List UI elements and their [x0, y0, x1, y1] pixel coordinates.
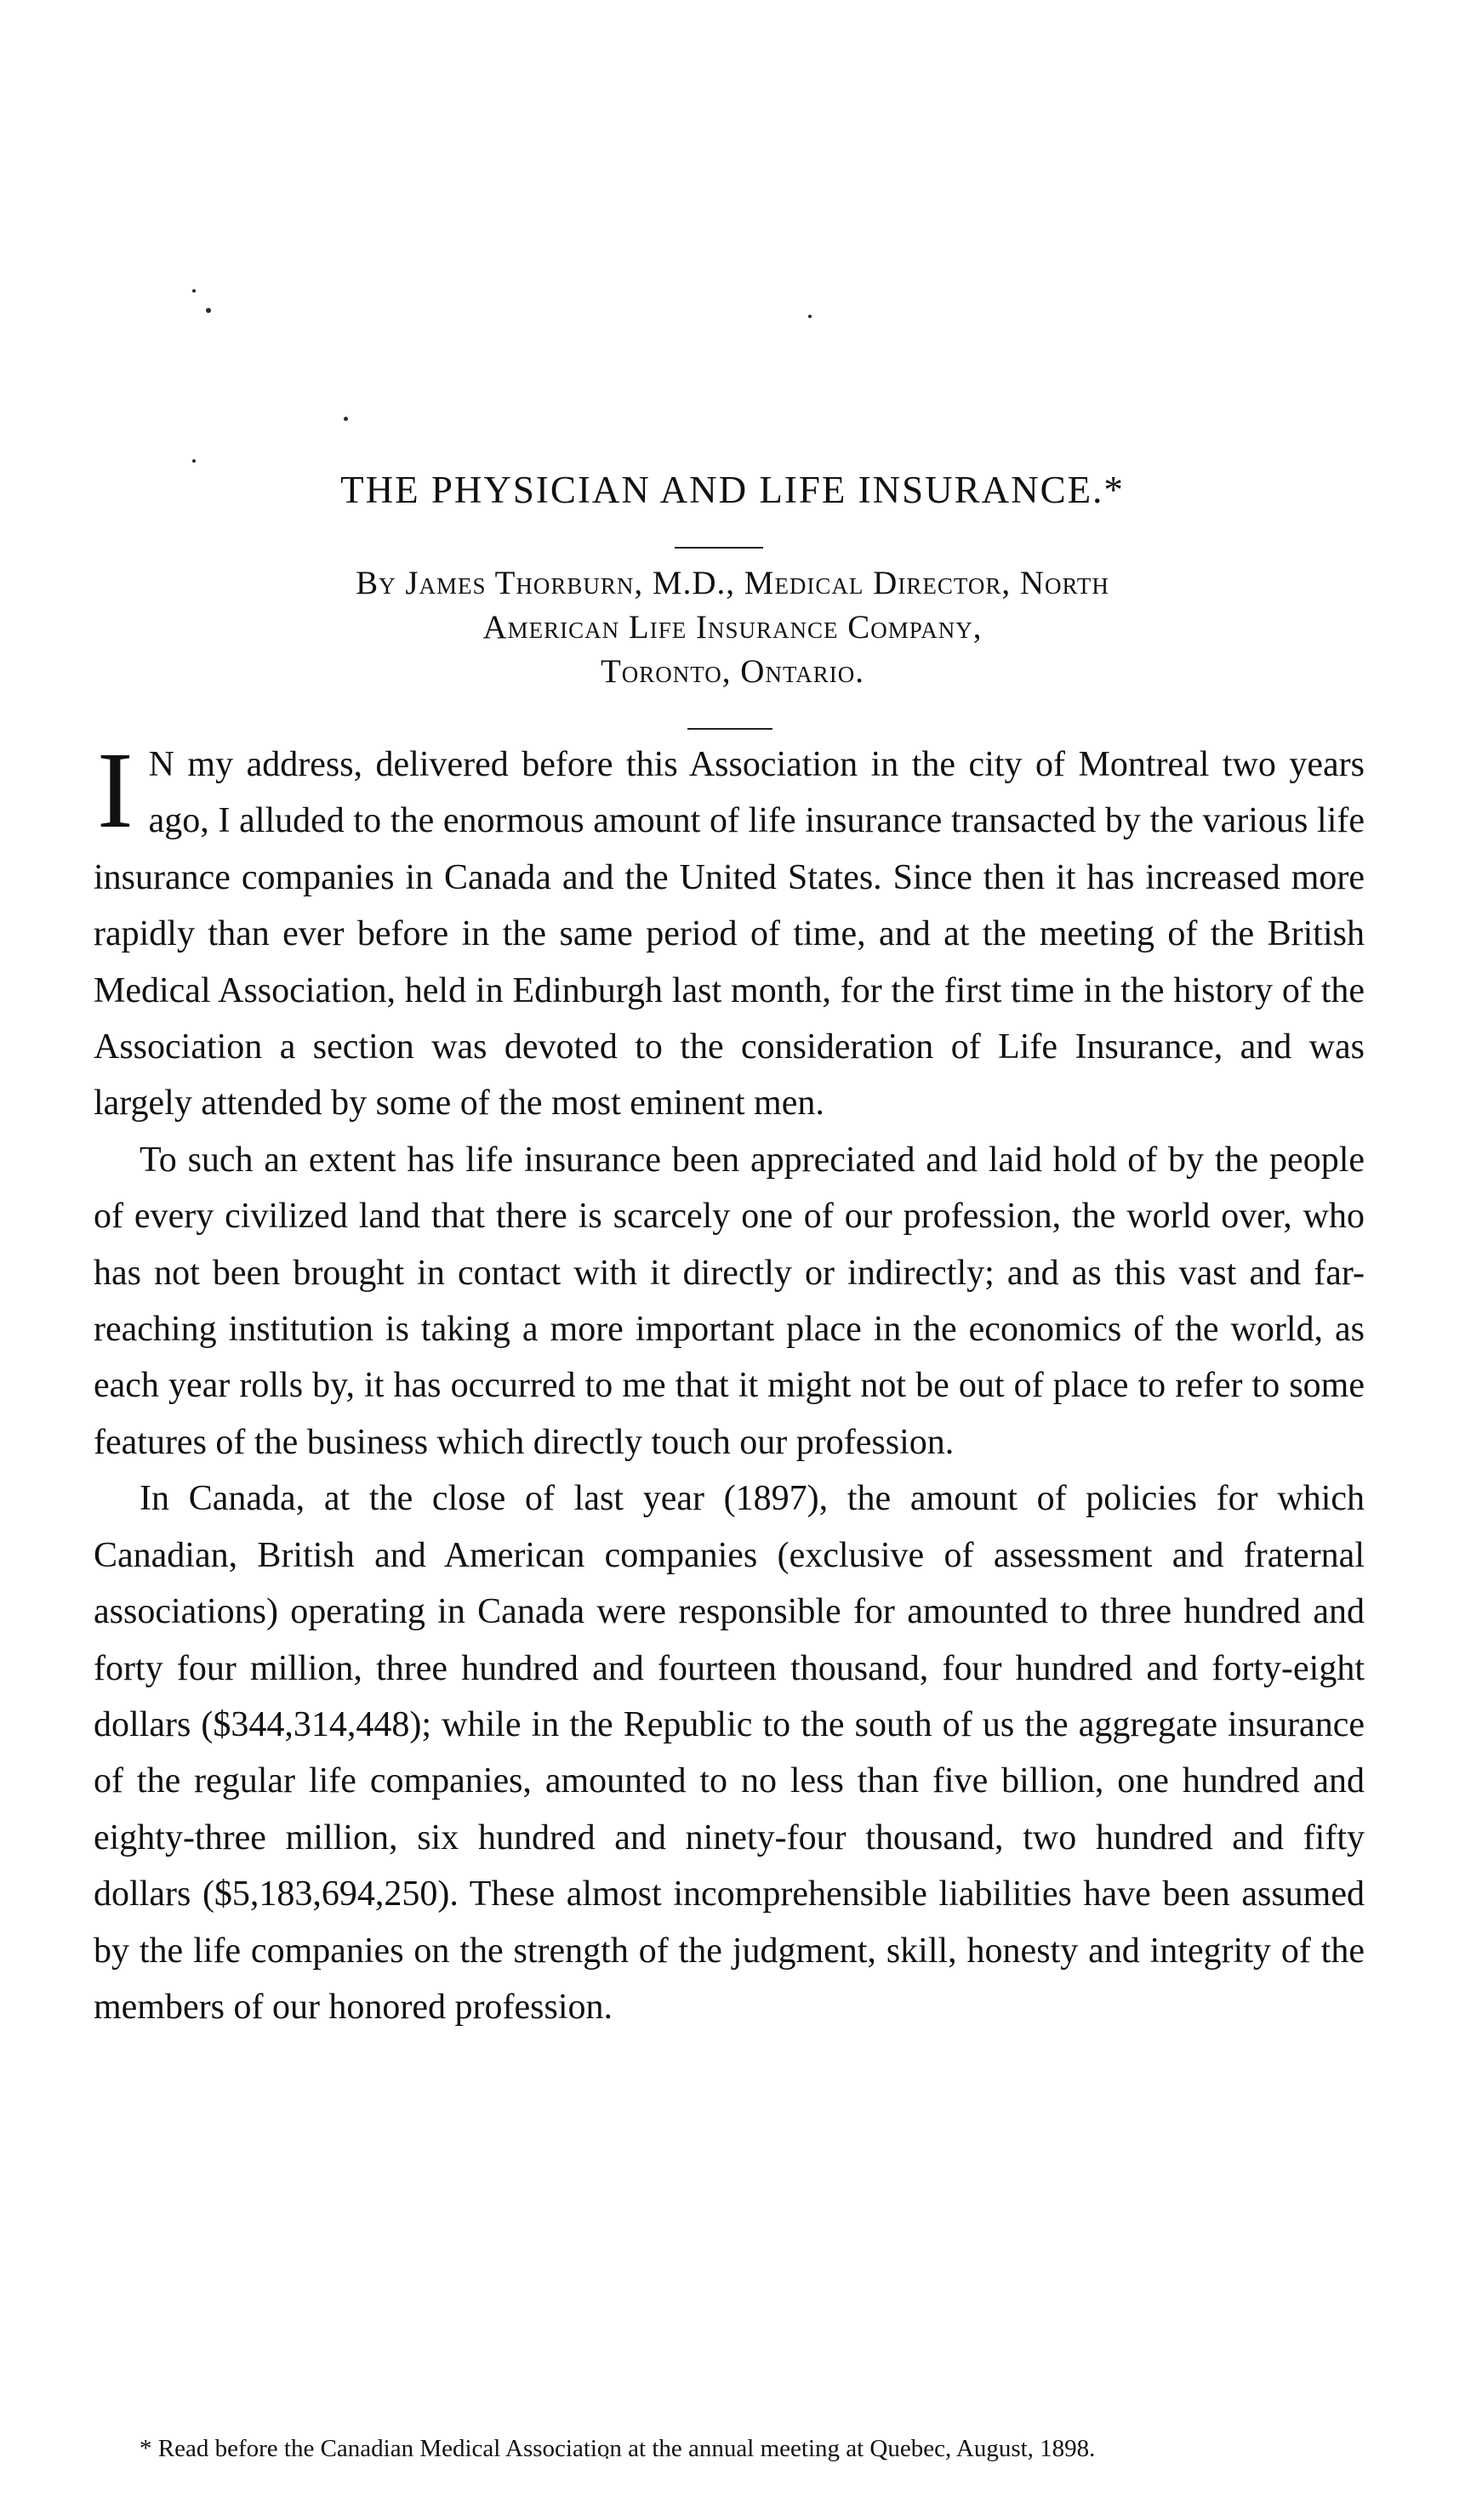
- paragraph: To such an extent has life insurance been appreciated and laid hold of by the people of every civilized land that there is scarcely one of our profession, the world over, who has not been brought in contact with it directly or indirectly; and as this vast and far-reaching institution is taking a more important place in the economics of the world, as each year rolls by, it has occurred to me that it might not be out of place to refer to some features of the business which directly touch our profession.: [94, 1140, 1365, 1462]
- scan-speck: [192, 459, 196, 463]
- paragraph: In Canada, at the close of last year (1897), the amount of policies for which Canadian, British and American companies (exclusive of assessment and fraternal associations) operating in Canada were responsible for amounted to three hundred and forty four million, three hundred and fourteen thousand, four hundred and forty-eight dollars ($344,314,448); while in the Republic to the south of us the aggregate insurance of the regular life companies, amounted to no less than five billion, one hundred and eighty-three million, six hundred and ninety-four thousand, two hundred and fifty dollars ($5,183,694,250). These almost incomprehensible liabilities have been assumed by the life companies on the strength of the judgment, skill, honesty and integrity of the members of our honored profession.: [94, 1479, 1365, 2027]
- footnote: * Read before the Canadian Medical Association at the annual meeting at Quebec, August, 1898.: [140, 2435, 1096, 2462]
- scan-speck: [808, 315, 812, 318]
- paragraph: [94, 730, 1365, 1132]
- scan-speck: [344, 417, 348, 421]
- article-body: [94, 730, 1365, 2035]
- scan-speck: [192, 289, 196, 293]
- byline-rule: [687, 728, 772, 730]
- byline-line: Toronto, Ontario.: [600, 653, 865, 690]
- scan-speck: [206, 308, 211, 313]
- paragraph-text: N my address, delivered before this Association in the city of Montreal two years ago, I alluded to the enormous amount of life insurance transacted by the various life insurance companies in Canada and the United States. Since then it has increased more rapidly than ever before in the same period of time, and at the meeting of the British Medical Association, held in Edinburgh last month, for the first time in the history of the Association a section was devoted to the consideration of Life Insurance, and was largely attended by some of the most eminent men.: [94, 745, 1365, 1123]
- byline-line: By James Thorburn, M.D., Medical Director, North: [356, 565, 1109, 601]
- byline-line: American Life Insurance Company,: [482, 609, 983, 646]
- drop-cap: I: [97, 730, 134, 850]
- byline: [0, 561, 1465, 694]
- title-rule: [675, 547, 763, 549]
- article-title: THE PHYSICIAN AND LIFE INSURANCE.*: [340, 469, 1125, 511]
